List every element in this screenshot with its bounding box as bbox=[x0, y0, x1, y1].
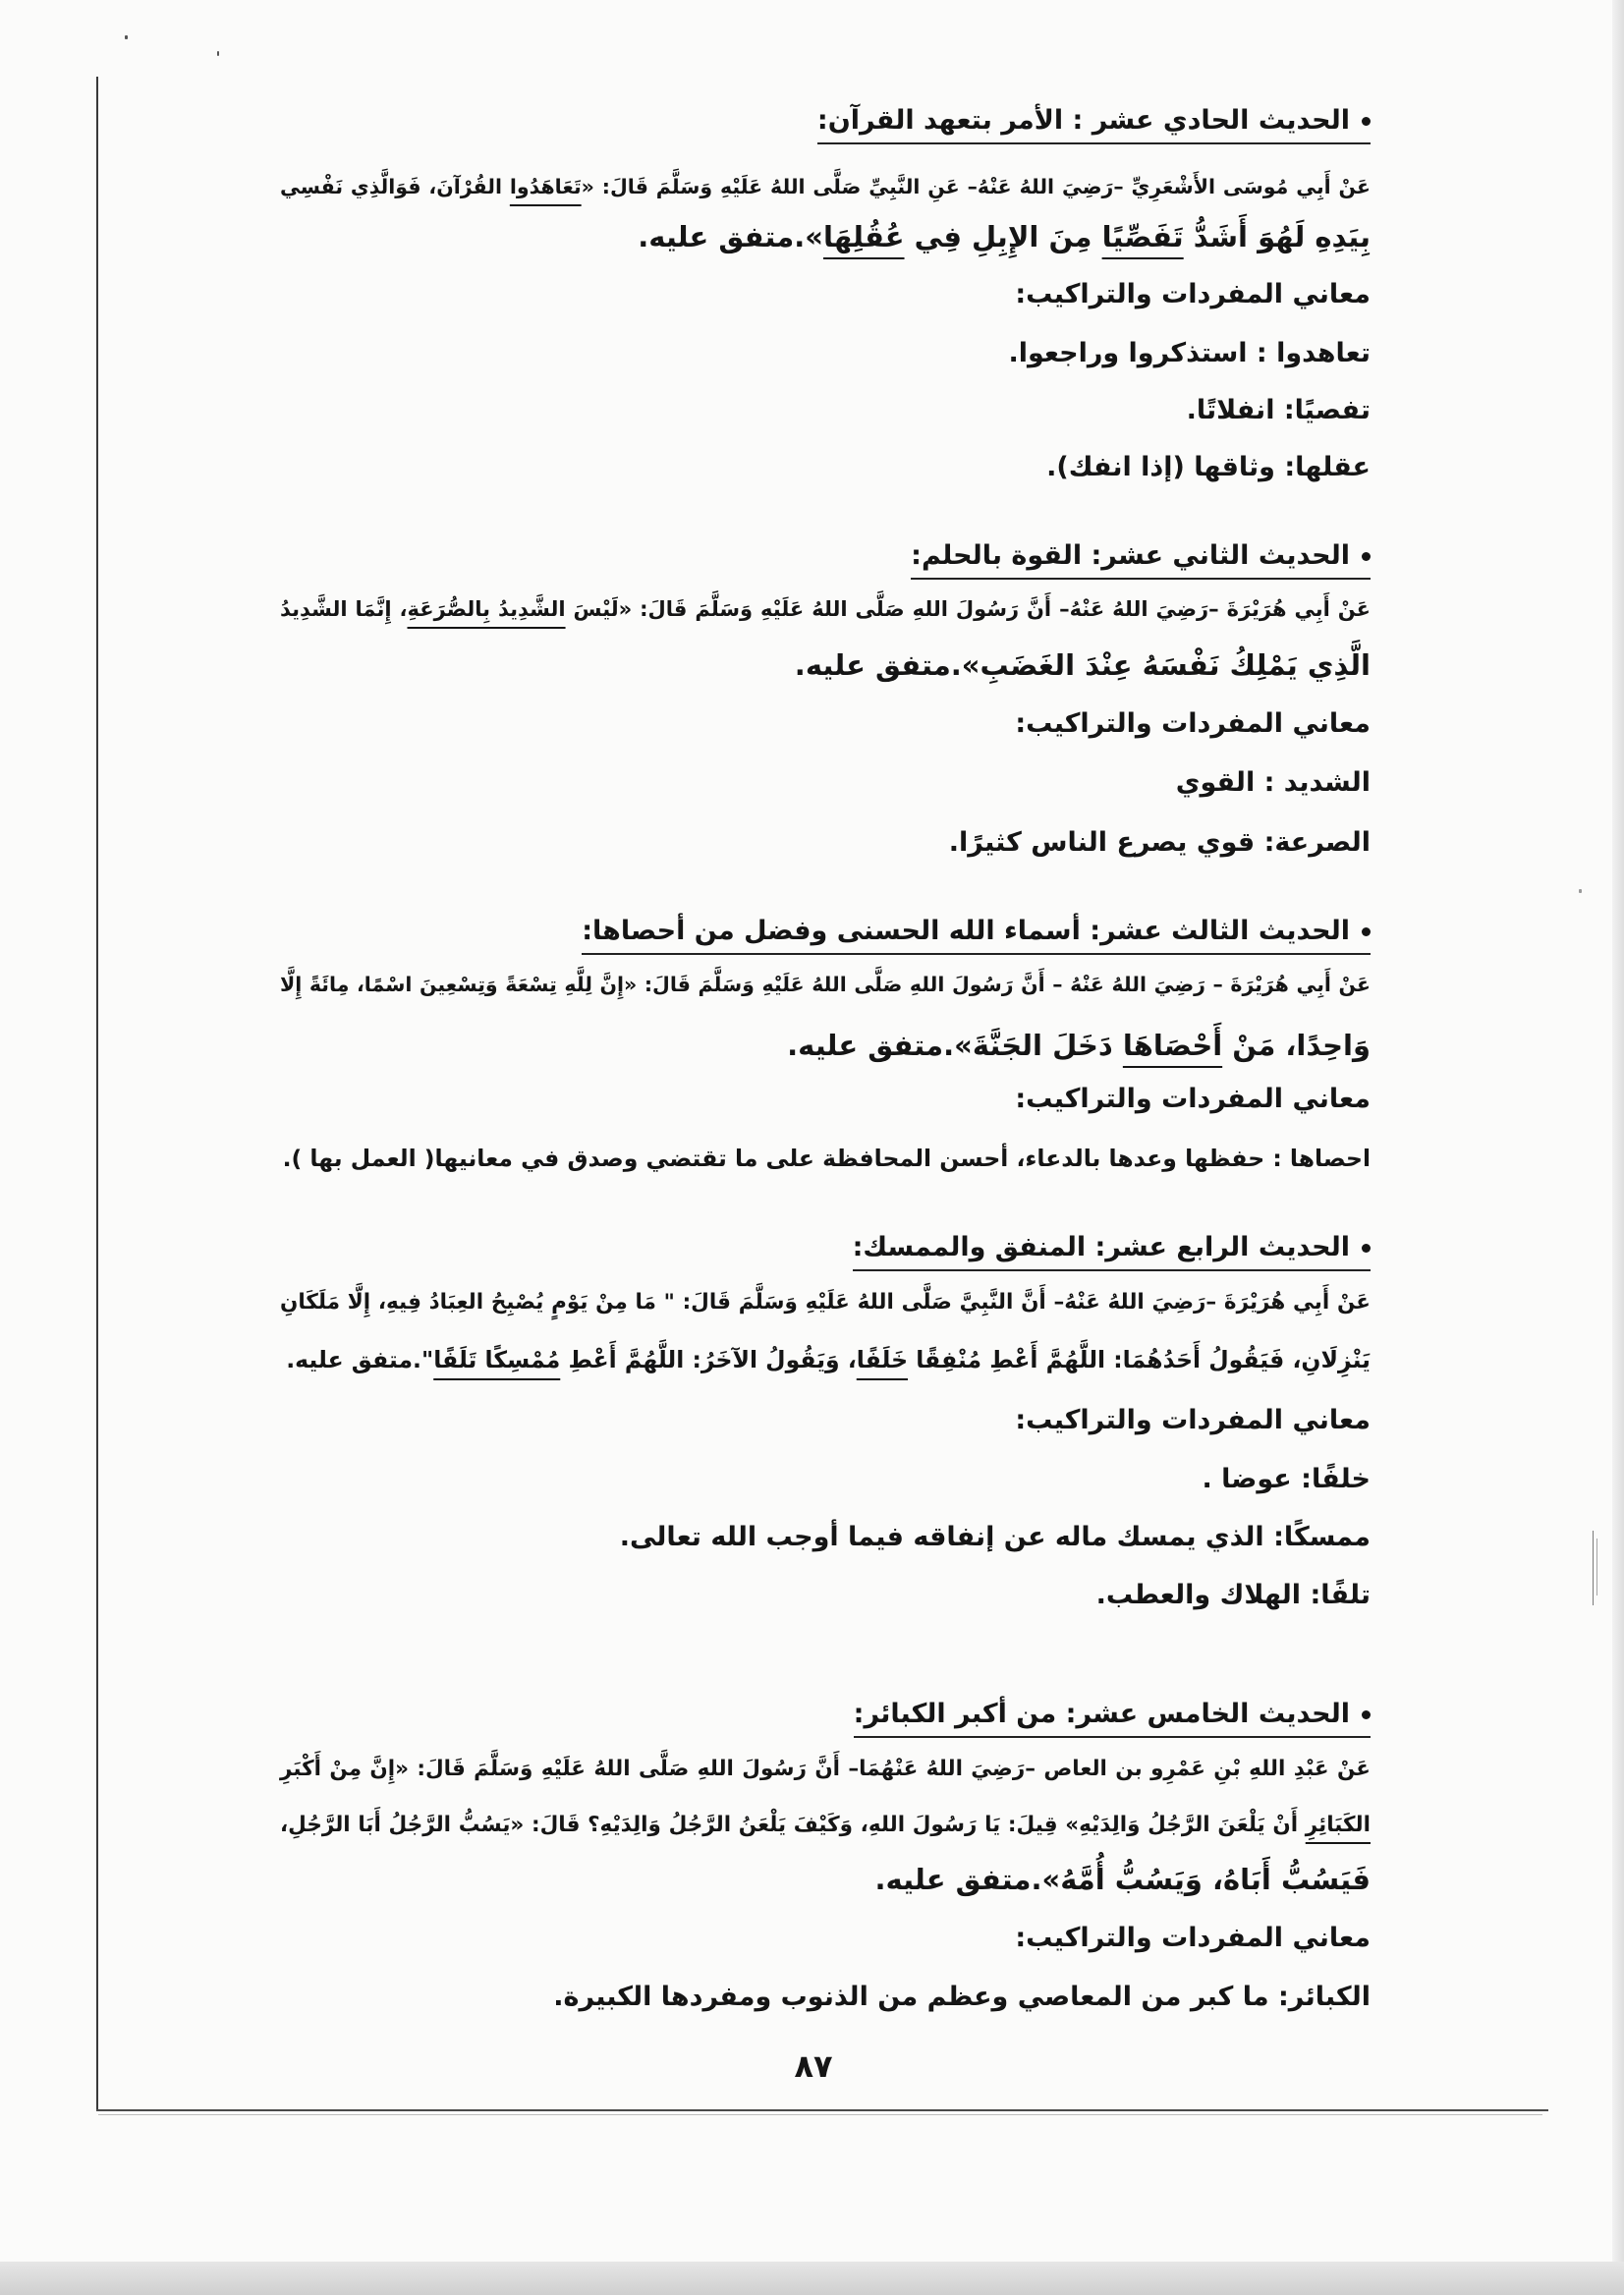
scan-speck bbox=[1579, 889, 1582, 893]
hadith-text: عَنْ أَبِي هُرَيْرَةَ –رَضِيَ اللهُ عَنْهُ– أَنَّ النَّبِيَّ صَلَّى اللهُ عَلَيْهِ وَسَلَّمَ قَالَ: " مَا مِنْ يَوْمٍ يُصْبِحُ العِبَادُ فِيهِ، إِلَّا مَلَكَانِ bbox=[280, 1290, 1371, 1315]
scan-edge-mark bbox=[1596, 1539, 1597, 1595]
section-title bbox=[280, 1690, 1371, 1739]
section-title bbox=[280, 532, 1371, 581]
hadith-text: ".متفق عليه. bbox=[286, 1346, 434, 1373]
hadith-term-underlined: الكَبَائِرِ bbox=[1305, 1813, 1371, 1837]
bullet-icon bbox=[1362, 927, 1371, 936]
hadith-text: يَنْزِلَانِ، فَيَقُولُ أَحَدُهُمَا: اللَّهُمَّ أَعْطِ مُنْفِقًا bbox=[908, 1346, 1371, 1373]
bullet-icon bbox=[1362, 1710, 1371, 1719]
hadith-text: أَنْ يَلْعَنَ الرَّجُلُ وَالِدَيْهِ» قِيلَ: يَا رَسُولَ اللهِ، وَكَيْفَ يَلْعَنُ الرَّجُلُ وَالِدَيْهِ؟ قَالَ: «يَسُبُّ الرَّجُلُ أَبَا الرَّجُلِ، bbox=[280, 1813, 1306, 1837]
vocab-item: احصاها : حفظها وعدها بالدعاء، أحسن المحافظة على ما تقتضي وصدق في معانيها( العمل بها ). bbox=[282, 1145, 1371, 1172]
hadith-line bbox=[280, 585, 1371, 634]
section-title-text: الحديث الثاني عشر: القوة بالحلم: bbox=[911, 540, 1350, 571]
hadith-term-underlined: الشَّدِيدُ بِالصُّرَعَةِ bbox=[407, 597, 566, 621]
section-title bbox=[280, 907, 1371, 956]
hadith-term-underlined: عُقُلِهَا bbox=[822, 220, 905, 253]
scan-speck bbox=[217, 51, 219, 56]
vocab-item: تفصيًا: انفلاتًا. bbox=[1186, 395, 1371, 425]
page-number: ٨٧ bbox=[794, 2047, 833, 2085]
hadith-text: ، وَيَقُولُ الآخَرُ: اللَّهُمَّ أَعْطِ bbox=[560, 1346, 857, 1373]
hadith-text: وَاحِدًا، مَنْ bbox=[1222, 1029, 1371, 1062]
hadith-term-underlined: تَعَاهَدُوا bbox=[509, 175, 582, 198]
hadith-text: مِنَ الإِبِلِ فِي bbox=[904, 220, 1102, 253]
hadith-text: بِيَدِهِ لَهُوَ أَشَدُّ bbox=[1183, 220, 1371, 253]
hadith-line bbox=[280, 1278, 1371, 1327]
scan-right-edge-shadow bbox=[1612, 0, 1624, 2295]
hadith-line bbox=[280, 212, 1371, 261]
hadith-term-underlined: مُمْسِكًا تَلَفًا bbox=[433, 1346, 561, 1373]
vocab-item: تعاهدوا : استذكروا وراجعوا. bbox=[1008, 338, 1371, 368]
page-frame-bottom-shadow-line bbox=[98, 2114, 1542, 2115]
hadith-text: ».متفق عليه. bbox=[638, 220, 823, 253]
section-title bbox=[280, 96, 1371, 145]
hadith-text: القُرْآنَ، فَوَالَّذِي نَفْسِي bbox=[280, 175, 510, 198]
hadith-text: عَنْ عَبْدِ اللهِ بْنِ عَمْرِو بن العاص –رَضِيَ اللهُ عَنْهُمَا– أَنَّ رَسُولَ اللهِ صَلَّى اللهُ عَلَيْهِ وَسَلَّمَ قَالَ: «إِنَّ مِنْ أَكْبَرِ bbox=[280, 1757, 1371, 1781]
hadith-text: عَنْ أَبِي هُرَيْرَةَ –رَضِيَ اللهُ عَنْهُ– أَنَّ رَسُولَ اللهِ صَلَّى اللهُ عَلَيْهِ وَسَلَّمَ قَالَ: «لَيْسَ bbox=[565, 597, 1371, 621]
vocab-heading: معاني المفردات والتراكيب: bbox=[1015, 1405, 1371, 1435]
hadith-line bbox=[280, 1855, 1371, 1904]
section-title-underlined bbox=[582, 911, 1371, 955]
section-title-underlined bbox=[911, 535, 1371, 580]
vocab-heading: معاني المفردات والتراكيب: bbox=[1015, 1923, 1371, 1953]
hadith-line bbox=[280, 1335, 1371, 1384]
section-title-underlined bbox=[854, 1694, 1371, 1738]
section-title-text: الحديث الرابع عشر: المنفق والممسك: bbox=[852, 1232, 1350, 1262]
hadith-text: دَخَلَ الجَنَّةَ».متفق عليه. bbox=[787, 1029, 1123, 1062]
hadith-term-underlined: تَفَصِّيًا bbox=[1101, 220, 1184, 253]
hadith-text: ، إِنَّمَا الشَّدِيدُ bbox=[280, 597, 408, 621]
hadith-term-underlined: أَحْصَاهَا bbox=[1122, 1029, 1223, 1062]
hadith-text: فَيَسُبُّ أَبَاهُ، وَيَسُبُّ أُمَّهُ».متفق عليه. bbox=[874, 1863, 1371, 1896]
vocab-item: الصرعة: قوي يصرع الناس كثيرًا. bbox=[948, 827, 1371, 858]
vocab-heading: معاني المفردات والتراكيب: bbox=[1015, 708, 1371, 739]
section-title bbox=[280, 1223, 1371, 1272]
bullet-icon bbox=[1362, 117, 1371, 126]
section-title-text: الحديث الخامس عشر: من أكبر الكبائر: bbox=[853, 1699, 1350, 1729]
vocab-item: الشديد : القوي bbox=[1175, 767, 1371, 798]
bullet-icon bbox=[1362, 1244, 1371, 1253]
hadith-line bbox=[280, 162, 1371, 211]
bullet-icon bbox=[1362, 552, 1371, 561]
hadith-text: الَّذِي يَمْلِكُ نَفْسَهُ عِنْدَ الغَضَبِ».متفق عليه. bbox=[794, 648, 1371, 682]
hadith-line bbox=[280, 960, 1371, 1009]
page-frame-left-line bbox=[96, 77, 98, 2110]
scan-edge-mark bbox=[1593, 1531, 1594, 1605]
vocab-item: ممسكًا: الذي يمسك ماله عن إنفاقه فيما أوجب الله تعالى. bbox=[619, 1522, 1371, 1552]
section-title-text: الحديث الثالث عشر: أسماء الله الحسنى وفضل من أحصاها: bbox=[582, 916, 1350, 946]
vocab-heading: معاني المفردات والتراكيب: bbox=[1015, 1084, 1371, 1114]
hadith-term-underlined: خَلَفًا bbox=[856, 1346, 909, 1373]
vocab-item: خلفًا: عوضا . bbox=[1202, 1464, 1371, 1494]
page-frame-bottom-line bbox=[96, 2109, 1548, 2111]
section-title-text: الحديث الحادي عشر : الأمر بتعهد القرآن: bbox=[816, 105, 1350, 136]
hadith-line bbox=[280, 1801, 1371, 1850]
scan-speck bbox=[125, 35, 128, 39]
vocab-heading: معاني المفردات والتراكيب: bbox=[1015, 279, 1371, 309]
hadith-line bbox=[280, 1021, 1371, 1070]
hadith-text: عَنْ أَبِي هُرَيْرَةَ – رَضِيَ اللهُ عَنْهُ – أَنَّ رَسُولَ اللهِ صَلَّى اللهُ عَلَيْهِ وَسَلَّمَ قَالَ: «إِنَّ لِلَّهِ تِسْعَةً وَتِسْعِينَ اسْمًا، مِائَةً إِلَّا bbox=[280, 973, 1371, 996]
section-title-underlined bbox=[853, 1227, 1371, 1271]
vocab-item: الكبائر: ما كبر من المعاصي وعظم من الذنوب ومفردها الكبيرة. bbox=[553, 1982, 1371, 2012]
hadith-line bbox=[280, 641, 1371, 690]
section-title-underlined bbox=[817, 100, 1371, 144]
vocab-item: تلفًا: الهلاك والعطب. bbox=[1095, 1580, 1371, 1610]
scan-bottom-edge-shadow bbox=[0, 2262, 1624, 2295]
vocab-item: عقلها: وثاقها (إذا انفك). bbox=[1046, 452, 1371, 482]
hadith-text: عَنْ أَبِي مُوسَى الأَشْعَرِيِّ –رَضِيَ اللهُ عَنْهُ– عَنِ النَّبِيِّ صَلَّى اللهُ عَلَيْهِ وَسَلَّمَ قَالَ: « bbox=[581, 175, 1371, 198]
hadith-line bbox=[280, 1745, 1371, 1794]
